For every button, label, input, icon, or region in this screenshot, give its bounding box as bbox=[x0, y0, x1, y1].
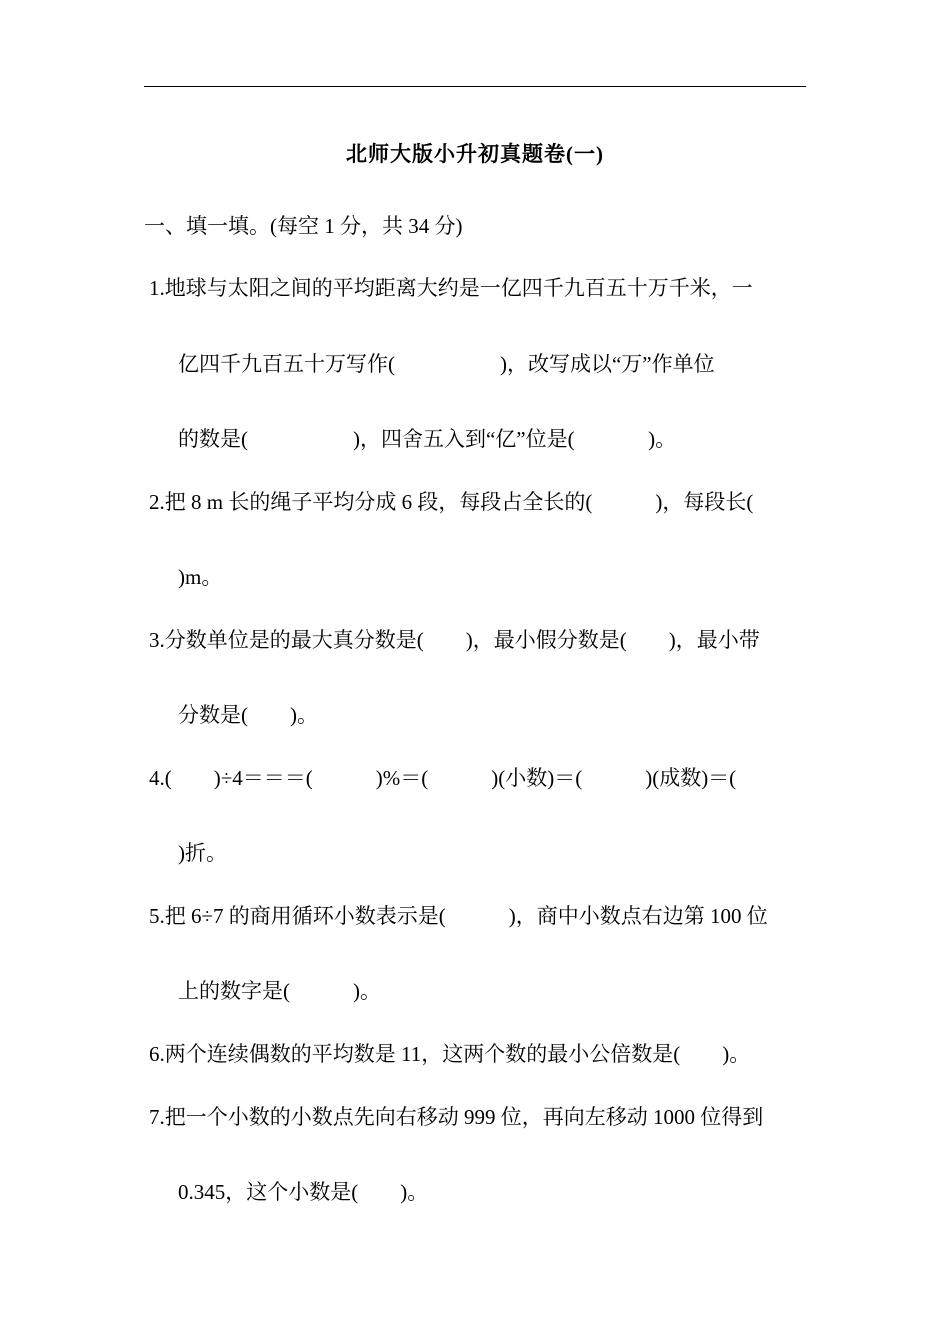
question-3-line-1: 3.分数单位是的最大真分数是( )，最小假分数是( )，最小带 bbox=[149, 628, 760, 652]
question-4-line-2: )折。 bbox=[178, 841, 227, 865]
question-1-line-3: 的数是( )，四舍五入到“亿”位是( )。 bbox=[178, 427, 677, 451]
question-2-line-1: 2.把 8 m 长的绳子平均分成 6 段，每段占全长的( )，每段长( bbox=[149, 490, 754, 514]
question-4-line-1: 4.( )÷4＝＝＝( )%＝( )(小数)＝( )(成数)＝( bbox=[149, 766, 737, 790]
question-2-line-2: )m。 bbox=[178, 565, 223, 589]
question-3-line-2: 分数是( )。 bbox=[178, 703, 318, 727]
question-5-line-2: 上的数字是( )。 bbox=[178, 979, 381, 1003]
question-1-line-1: 1.地球与太阳之间的平均距离大约是一亿四千九百五十万千米，一 bbox=[149, 276, 753, 300]
header-rule bbox=[144, 86, 806, 87]
question-6-line-1: 6.两个连续偶数的平均数是 11，这两个数的最小公倍数是( )。 bbox=[149, 1042, 751, 1066]
question-5-line-1: 5.把 6÷7 的商用循环小数表示是( )，商中小数点右边第 100 位 bbox=[149, 904, 768, 928]
question-1-line-2: 亿四千九百五十万写作( )，改写成以“万”作单位 bbox=[178, 352, 715, 376]
section-heading: 一、填一填。(每空 1 分，共 34 分) bbox=[144, 214, 463, 238]
page-title: 北师大版小升初真题卷(一) bbox=[346, 142, 604, 166]
question-7-line-2: 0.345，这个小数是( )。 bbox=[178, 1180, 429, 1204]
question-7-line-1: 7.把一个小数的小数点先向右移动 999 位，再向左移动 1000 位得到 bbox=[149, 1105, 764, 1129]
